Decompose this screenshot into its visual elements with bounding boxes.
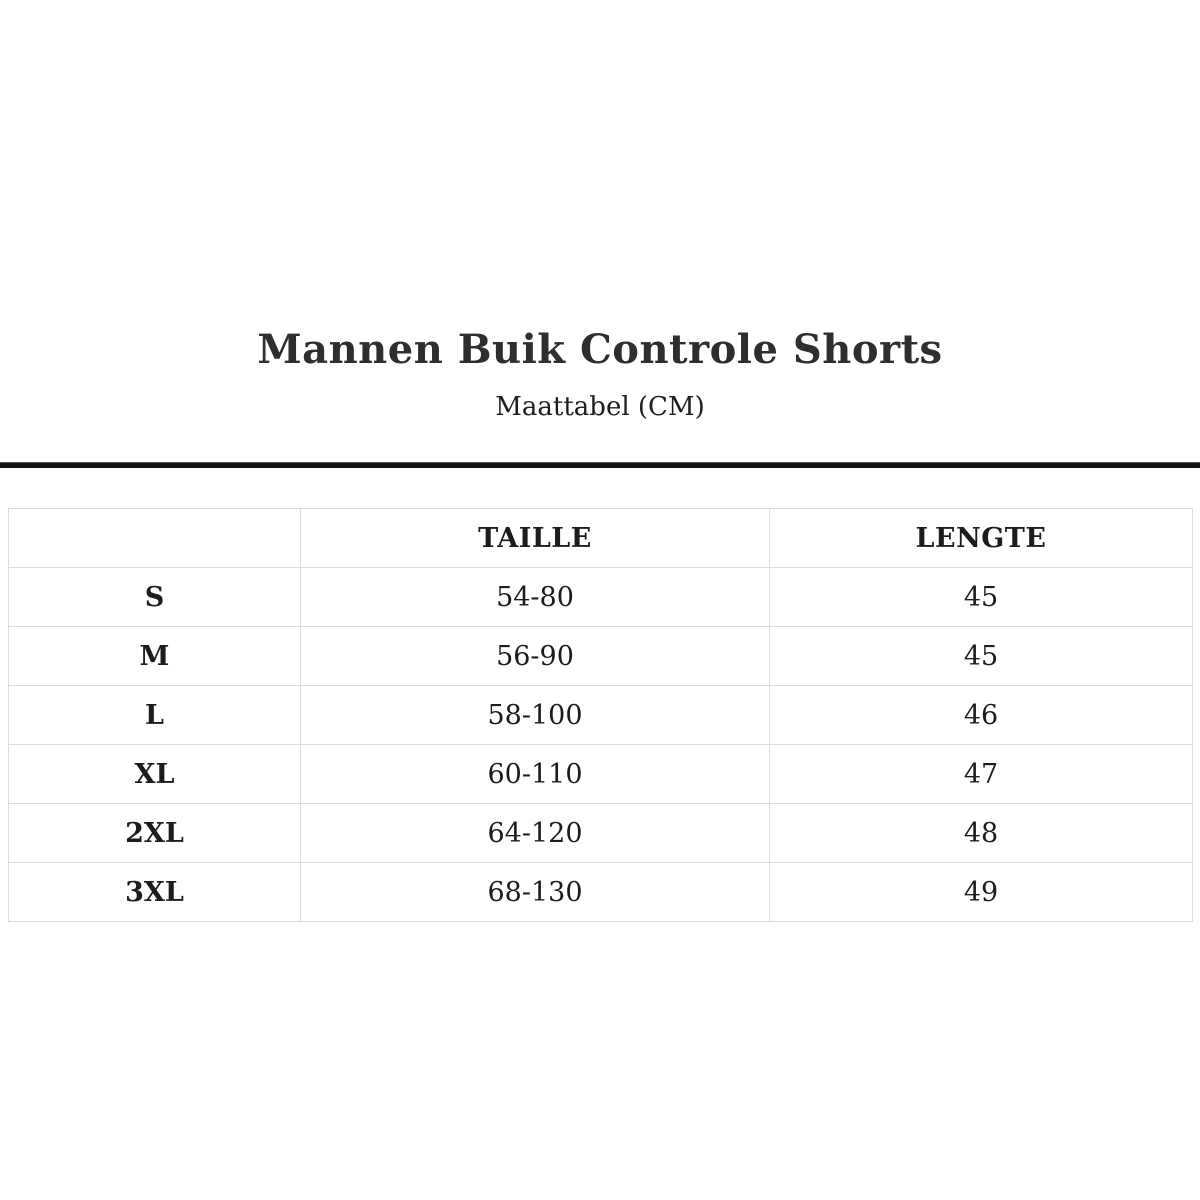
table-row <box>9 627 1193 686</box>
table-row <box>9 863 1193 922</box>
table-header-row <box>9 509 1193 568</box>
lengte-value: 48 <box>770 804 1193 863</box>
size-label: 3XL <box>9 863 301 922</box>
header-size <box>9 509 301 568</box>
lengte-value: 49 <box>770 863 1193 922</box>
taille-value: 54-80 <box>301 568 770 627</box>
table-row <box>9 804 1193 863</box>
size-label: XL <box>9 745 301 804</box>
header-taille: TAILLE <box>301 509 770 568</box>
taille-value: 60-110 <box>301 745 770 804</box>
size-table <box>8 508 1193 922</box>
table-row <box>9 745 1193 804</box>
page-title: Mannen Buik Controle Shorts <box>257 326 943 373</box>
table-row <box>9 686 1193 745</box>
lengte-value: 45 <box>770 627 1193 686</box>
size-label: M <box>9 627 301 686</box>
taille-value: 64-120 <box>301 804 770 863</box>
taille-value: 56-90 <box>301 627 770 686</box>
table-row <box>9 568 1193 627</box>
size-label: 2XL <box>9 804 301 863</box>
size-label: S <box>9 568 301 627</box>
horizontal-divider <box>0 462 1200 468</box>
taille-value: 68-130 <box>301 863 770 922</box>
size-label: L <box>9 686 301 745</box>
lengte-value: 45 <box>770 568 1193 627</box>
lengte-value: 46 <box>770 686 1193 745</box>
taille-value: 58-100 <box>301 686 770 745</box>
page-subtitle: Maattabel (CM) <box>495 392 705 422</box>
header-lengte: LENGTE <box>770 509 1193 568</box>
lengte-value: 47 <box>770 745 1193 804</box>
